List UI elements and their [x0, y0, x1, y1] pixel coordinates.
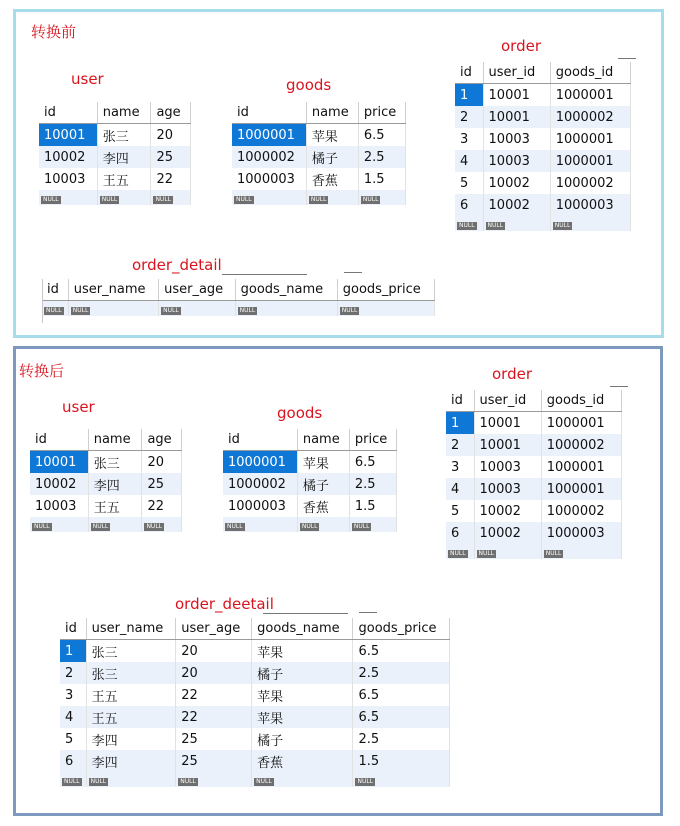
table-cell[interactable]: 1000002: [541, 500, 621, 522]
table-cell[interactable]: 4: [446, 478, 474, 500]
column-header[interactable]: goods_name: [252, 618, 353, 640]
null-cell: [337, 301, 434, 317]
table-cell[interactable]: 1000001: [223, 451, 297, 474]
table-cell[interactable]: 1: [446, 412, 474, 435]
table-row[interactable]: [455, 194, 631, 216]
null-cell: [30, 517, 88, 532]
column-header[interactable]: user_id: [483, 62, 550, 84]
table-cell[interactable]: 10003: [474, 478, 541, 500]
table-cell[interactable]: 10001: [483, 106, 550, 128]
column-header[interactable]: age: [151, 102, 191, 124]
table-cell[interactable]: 10002: [474, 500, 541, 522]
null-cell: [232, 190, 306, 205]
table-cell[interactable]: 10003: [483, 128, 550, 150]
column-header[interactable]: price: [358, 102, 405, 124]
null-marker: NULL: [554, 222, 571, 229]
null-cell: [252, 772, 353, 787]
table-cell[interactable]: 10002: [483, 194, 550, 216]
table-cell[interactable]: 10002: [30, 473, 88, 495]
table-header-row: [39, 102, 191, 124]
table-row[interactable]: [60, 640, 450, 663]
table-header-row: [223, 429, 397, 451]
table-header-row: [60, 618, 450, 640]
column-header[interactable]: name: [306, 102, 358, 124]
table-cell[interactable]: 1: [455, 84, 483, 107]
table-cell[interactable]: 1.5: [358, 168, 405, 190]
table-cell[interactable]: 10001: [483, 84, 550, 107]
table-cell[interactable]: 香蕉: [306, 168, 358, 190]
null-cell: [97, 190, 151, 205]
table-label-user: user: [71, 70, 104, 88]
table-row[interactable]: [455, 172, 631, 194]
table-cell[interactable]: 橘子: [297, 473, 349, 495]
table-cell[interactable]: 张三: [86, 640, 176, 663]
table-cell[interactable]: 香蕉: [297, 495, 349, 517]
column-header[interactable]: id: [446, 390, 474, 412]
table-cell[interactable]: 6: [60, 750, 86, 772]
null-cell: [297, 517, 349, 532]
order-detail-table: [60, 618, 450, 787]
column-header[interactable]: user_age: [159, 279, 236, 301]
null-cell: [159, 301, 236, 317]
null-marker: NULL: [101, 196, 118, 203]
column-header[interactable]: id: [39, 102, 97, 124]
null-cell: [306, 190, 358, 205]
table-cell[interactable]: 2: [60, 662, 86, 684]
null-cell: [349, 517, 396, 532]
table-cell[interactable]: 25: [176, 750, 252, 772]
null-cell: [68, 301, 158, 317]
table-cell[interactable]: 1000002: [550, 106, 630, 128]
null-cell: [550, 216, 630, 231]
null-marker: NULL: [227, 523, 243, 530]
table-cell[interactable]: 6.5: [358, 124, 405, 147]
table-cell[interactable]: 1000001: [232, 124, 306, 147]
table-cell[interactable]: 1000001: [550, 128, 630, 150]
new-row-placeholder[interactable]: [39, 190, 191, 205]
null-cell: [235, 301, 337, 317]
null-marker: NULL: [236, 196, 252, 203]
table-row[interactable]: [232, 146, 406, 168]
null-marker: NULL: [357, 778, 374, 785]
null-marker: NULL: [239, 307, 256, 314]
table-cell[interactable]: 1000001: [541, 456, 621, 478]
table-cell[interactable]: 李四: [86, 728, 176, 750]
table-label-goods: goods: [277, 404, 323, 422]
table-row[interactable]: [30, 495, 182, 517]
table-label-order: order: [492, 365, 532, 383]
decoration-line: [344, 272, 362, 273]
null-marker: NULL: [353, 523, 370, 530]
table-cell[interactable]: 王五: [88, 495, 142, 517]
decoration-line: [42, 279, 43, 323]
table-cell[interactable]: 10002: [39, 146, 97, 168]
null-cell: [474, 544, 541, 559]
null-cell: [176, 772, 252, 787]
table-header-row: [42, 279, 435, 301]
column-header[interactable]: user_id: [474, 390, 541, 412]
null-cell: [223, 517, 297, 532]
table-cell[interactable]: 王五: [97, 168, 151, 190]
table-cell[interactable]: 1000002: [550, 172, 630, 194]
table-row[interactable]: [446, 412, 622, 435]
table-header-row: [232, 102, 406, 124]
null-cell: [455, 216, 483, 231]
table-row[interactable]: [455, 150, 631, 172]
table-cell[interactable]: 6.5: [353, 684, 450, 706]
section-title-before: 转换前: [31, 23, 77, 41]
table-row[interactable]: [30, 451, 182, 474]
table-row[interactable]: [446, 434, 622, 456]
table-row[interactable]: [60, 684, 450, 706]
null-marker: NULL: [341, 307, 358, 314]
column-header[interactable]: goods_price: [353, 618, 450, 640]
null-cell: [42, 301, 68, 317]
table-label-user: user: [62, 398, 95, 416]
table-cell[interactable]: 1000003: [223, 495, 297, 517]
table-cell[interactable]: 1000002: [541, 434, 621, 456]
table-cell[interactable]: 6.5: [353, 640, 450, 663]
table-cell[interactable]: 5: [60, 728, 86, 750]
table-cell[interactable]: 3: [455, 128, 483, 150]
table-cell[interactable]: 4: [60, 706, 86, 728]
table-cell[interactable]: 李四: [86, 750, 176, 772]
table-cell[interactable]: 2: [446, 434, 474, 456]
null-marker: NULL: [72, 307, 89, 314]
table-cell[interactable]: 10001: [30, 451, 88, 474]
table-row[interactable]: [232, 168, 406, 190]
table-cell[interactable]: 1000001: [541, 478, 621, 500]
column-header[interactable]: user_name: [86, 618, 176, 640]
table-header-row: [30, 429, 182, 451]
null-cell: [86, 772, 176, 787]
null-marker: NULL: [146, 523, 163, 530]
null-cell: [88, 517, 142, 532]
table-row[interactable]: [60, 728, 450, 750]
column-header[interactable]: id: [30, 429, 88, 451]
table-cell[interactable]: 22: [176, 706, 252, 728]
table-cell[interactable]: 1000002: [223, 473, 297, 495]
table-row[interactable]: [446, 478, 622, 500]
table-row[interactable]: [232, 124, 406, 147]
table-cell[interactable]: 10002: [483, 172, 550, 194]
null-cell: [353, 772, 450, 787]
table-row[interactable]: [455, 84, 631, 107]
column-header[interactable]: id: [232, 102, 306, 124]
table-cell[interactable]: 2.5: [358, 146, 405, 168]
null-marker: NULL: [46, 307, 62, 314]
new-row-placeholder[interactable]: [455, 216, 631, 231]
table-row[interactable]: [446, 456, 622, 478]
column-header[interactable]: id: [42, 279, 68, 301]
table-header-row: [446, 390, 622, 412]
null-cell: [483, 216, 550, 231]
table-cell[interactable]: 10001: [474, 412, 541, 435]
null-cell: [541, 544, 621, 559]
table-cell[interactable]: 橘子: [252, 728, 353, 750]
table-label-goods: goods: [286, 76, 332, 94]
table-cell[interactable]: 20: [176, 640, 252, 663]
new-row-placeholder[interactable]: [60, 772, 450, 787]
table-cell[interactable]: 1000001: [550, 150, 630, 172]
table-label-order: order: [501, 37, 541, 55]
table-cell[interactable]: 2.5: [353, 662, 450, 684]
column-header[interactable]: name: [97, 102, 151, 124]
table-row[interactable]: [39, 168, 191, 190]
table-cell[interactable]: 苹果: [297, 451, 349, 474]
table-row[interactable]: [455, 106, 631, 128]
table-cell[interactable]: 1.5: [349, 495, 396, 517]
column-header[interactable]: id: [455, 62, 483, 84]
null-cell: [60, 772, 86, 787]
table-cell[interactable]: 1.5: [353, 750, 450, 772]
table-cell[interactable]: 6: [455, 194, 483, 216]
table-cell[interactable]: 3: [446, 456, 474, 478]
table-cell[interactable]: 橘子: [252, 662, 353, 684]
goods-table: [223, 429, 397, 532]
table-cell[interactable]: 25: [142, 473, 182, 495]
column-header[interactable]: price: [349, 429, 396, 451]
column-header[interactable]: id: [60, 618, 86, 640]
table-cell[interactable]: 苹果: [252, 706, 353, 728]
column-header[interactable]: id: [223, 429, 297, 451]
table-cell[interactable]: 苹果: [306, 124, 358, 147]
table-cell[interactable]: 4: [455, 150, 483, 172]
column-header[interactable]: name: [88, 429, 142, 451]
new-row-placeholder[interactable]: [232, 190, 406, 205]
table-cell[interactable]: 2.5: [353, 728, 450, 750]
table-row[interactable]: [446, 500, 622, 522]
null-cell: [358, 190, 405, 205]
table-row[interactable]: [455, 128, 631, 150]
column-header[interactable]: goods_price: [337, 279, 434, 301]
table-cell[interactable]: 6.5: [353, 706, 450, 728]
table-cell[interactable]: 10003: [30, 495, 88, 517]
table-label-order-detail: order_detail: [132, 256, 222, 274]
table-cell[interactable]: 3: [60, 684, 86, 706]
table-cell[interactable]: 22: [176, 684, 252, 706]
column-header[interactable]: name: [297, 429, 349, 451]
null-marker: NULL: [43, 196, 59, 203]
new-row-placeholder[interactable]: [223, 517, 397, 532]
null-cell: [39, 190, 97, 205]
new-row-placeholder[interactable]: [446, 544, 622, 559]
table-cell[interactable]: 1: [60, 640, 86, 663]
null-marker: NULL: [64, 778, 80, 785]
column-header[interactable]: user_name: [68, 279, 158, 301]
table-cell[interactable]: 20: [176, 662, 252, 684]
table-cell[interactable]: 10001: [39, 124, 97, 147]
null-marker: NULL: [545, 550, 562, 557]
decoration-line: [222, 274, 307, 275]
table-cell[interactable]: 22: [142, 495, 182, 517]
section-title-after: 转换后: [19, 362, 65, 380]
table-label-order-detail: order_deetail: [175, 595, 274, 613]
table-cell[interactable]: 张三: [97, 124, 151, 147]
table-cell[interactable]: 张三: [88, 451, 142, 474]
table-row[interactable]: [223, 473, 397, 495]
null-marker: NULL: [478, 550, 495, 557]
decoration-line: [359, 612, 377, 613]
table-cell[interactable]: 10003: [474, 456, 541, 478]
null-marker: NULL: [450, 550, 466, 557]
table-cell[interactable]: 20: [142, 451, 182, 474]
table-row[interactable]: [39, 146, 191, 168]
table-row[interactable]: [60, 662, 450, 684]
table-row[interactable]: [60, 750, 450, 772]
new-row-placeholder[interactable]: [42, 301, 435, 317]
decoration-line: [610, 386, 628, 387]
column-header[interactable]: goods_name: [235, 279, 337, 301]
table-cell[interactable]: 10003: [39, 168, 97, 190]
null-marker: NULL: [155, 196, 172, 203]
null-marker: NULL: [180, 778, 196, 785]
null-marker: NULL: [487, 222, 504, 229]
null-marker: NULL: [362, 196, 379, 203]
table-cell[interactable]: 李四: [97, 146, 151, 168]
table-cell[interactable]: 1000003: [541, 522, 621, 544]
order-table: [446, 390, 622, 559]
null-cell: [142, 517, 182, 532]
table-cell[interactable]: 橘子: [306, 146, 358, 168]
table-cell[interactable]: 5: [455, 172, 483, 194]
table-row[interactable]: [30, 473, 182, 495]
table-cell[interactable]: 25: [151, 146, 191, 168]
table-cell[interactable]: 王五: [86, 684, 176, 706]
column-header[interactable]: goods_id: [541, 390, 621, 412]
table-cell[interactable]: 22: [151, 168, 191, 190]
null-marker: NULL: [92, 523, 109, 530]
table-cell[interactable]: 10001: [474, 434, 541, 456]
column-header[interactable]: user_age: [176, 618, 252, 640]
order-table: [455, 62, 631, 231]
table-cell[interactable]: 1000002: [232, 146, 306, 168]
table-row[interactable]: [223, 451, 397, 474]
table-cell[interactable]: 10002: [474, 522, 541, 544]
table-cell[interactable]: 6.5: [349, 451, 396, 474]
null-marker: NULL: [34, 523, 50, 530]
column-header[interactable]: goods_id: [550, 62, 630, 84]
null-cell: [151, 190, 191, 205]
table-cell[interactable]: 2: [455, 106, 483, 128]
table-header-row: [455, 62, 631, 84]
table-cell[interactable]: 苹果: [252, 684, 353, 706]
table-cell[interactable]: 10003: [483, 150, 550, 172]
table-cell[interactable]: 1000001: [550, 84, 630, 107]
table-cell[interactable]: 苹果: [252, 640, 353, 663]
table-cell[interactable]: 20: [151, 124, 191, 147]
null-marker: NULL: [459, 222, 475, 229]
table-cell[interactable]: 1000001: [541, 412, 621, 435]
table-row[interactable]: [60, 706, 450, 728]
table-row[interactable]: [223, 495, 397, 517]
null-marker: NULL: [310, 196, 327, 203]
table-cell[interactable]: 2.5: [349, 473, 396, 495]
table-cell[interactable]: 25: [176, 728, 252, 750]
column-header[interactable]: age: [142, 429, 182, 451]
table-cell[interactable]: 张三: [86, 662, 176, 684]
null-marker: NULL: [90, 778, 107, 785]
goods-table: [232, 102, 406, 205]
table-cell[interactable]: 1000003: [232, 168, 306, 190]
table-cell[interactable]: 1000003: [550, 194, 630, 216]
decoration-line: [263, 613, 348, 614]
table-cell[interactable]: 6: [446, 522, 474, 544]
table-row[interactable]: [39, 124, 191, 147]
table-cell[interactable]: 王五: [86, 706, 176, 728]
user-table: [30, 429, 182, 532]
order-detail-table: [42, 279, 435, 316]
table-row[interactable]: [446, 522, 622, 544]
null-cell: [446, 544, 474, 559]
null-marker: NULL: [256, 778, 272, 785]
null-marker: NULL: [163, 307, 179, 314]
decoration-line: [618, 58, 636, 59]
table-cell[interactable]: 香蕉: [252, 750, 353, 772]
null-marker: NULL: [301, 523, 318, 530]
new-row-placeholder[interactable]: [30, 517, 182, 532]
user-table: [39, 102, 191, 205]
table-cell[interactable]: 5: [446, 500, 474, 522]
table-cell[interactable]: 李四: [88, 473, 142, 495]
